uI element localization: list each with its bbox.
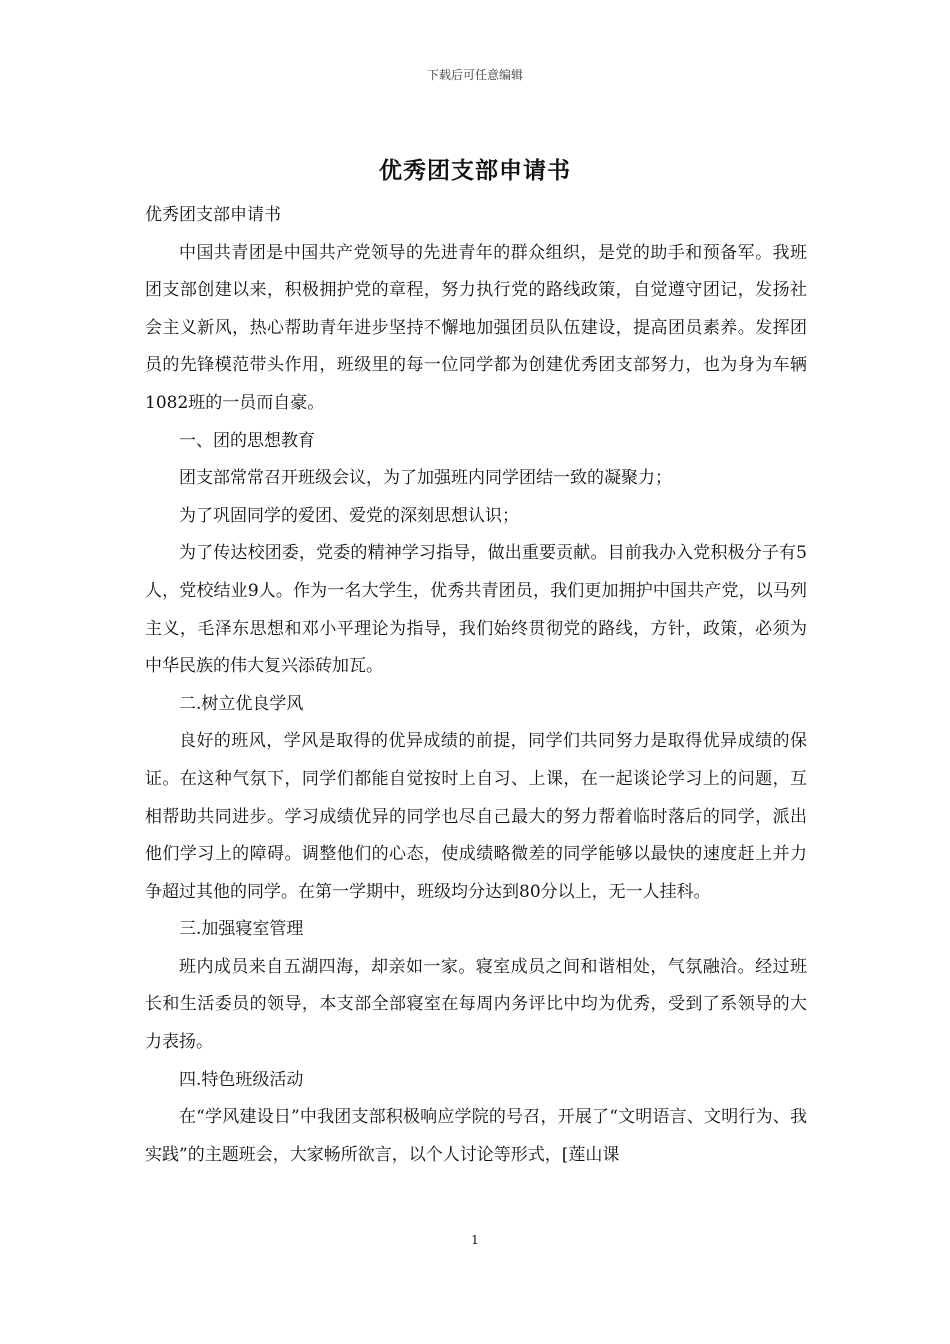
paragraph-section4: 在“学风建设日”中我团支部积极响应学院的号召，开展了“文明语言、文明行为、我实践”的主题班会，大家畅所欲言，以个人讨论等形式，[莲山课	[145, 1107, 807, 1165]
section-heading-1: 一、团的思想教育	[179, 430, 315, 451]
paragraph-section2: 良好的班风，学风是取得的优异成绩的前提，同学们共同努力是取得优异成绩的保证。在这种气氛下，同学们都能自觉按时上自习、上课，在一起谈论学习上的问题，互相帮助共同进步。学习成绩优异的同学也尽自己最大的努力帮着临时落后的同学，派出他们学习上的障碍。调整他们的心态，使成绩略微差的同学能够以最快的速度赶上并力争超过其他的同学。在第一学期中，班级均分达到80分以上，无一人挂科。	[145, 731, 807, 902]
header-note: 下载后可任意编辑	[426, 68, 523, 82]
section-heading-4: 四.特色班级活动	[179, 1069, 304, 1090]
paragraph-section1-a: 团支部常常召开班级会议，为了加强班内同学团结一致的凝聚力；	[179, 468, 672, 489]
document-body	[145, 197, 807, 1174]
section-heading-2: 二.树立优良学风	[179, 693, 304, 714]
page-number: 1	[471, 1233, 479, 1247]
paragraph-section3: 班内成员来自五湖四海，却亲如一家。寝室成员之间和谐相处，气氛融洽。经过班长和生活委员的领导，本支部全部寝室在每周内务评比中均为优秀，受到了系领导的大力表扬。	[145, 956, 807, 1053]
paragraph-section1-c: 为了传达校团委，党委的精神学习指导，做出重要贡献。目前我办入党积极分子有5人，党校结业9人。作为一名大学生，优秀共青团员，我们更加拥护中国共产党，以马列主义，毛泽东思想和邓小平理论为指导，我们始终贯彻党的路线，方针，政策，必须为中华民族的伟大复兴添砖加瓦。	[145, 543, 807, 677]
document-title: 优秀团支部申请书	[379, 158, 571, 184]
paragraph-section1-b: 为了巩固同学的爱团、爱党的深刻思想认识；	[179, 505, 519, 526]
paragraph-intro: 中国共青团是中国共产党领导的先进青年的群众组织，是党的助手和预备军。我班团支部创建以来，积极拥护党的章程，努力执行党的路线政策，自觉遵守团记，发扬社会主义新风，热心帮助青年进步坚持不懈地加强团员队伍建设，提高团员素养。发挥团员的先锋模范带头作用，班级里的每一位同学都为创建优秀团支部努力，也为身为车辆1082班的一员而自豪。	[145, 242, 807, 413]
section-heading-3: 三.加强寝室管理	[179, 919, 304, 940]
body-subtitle: 优秀团支部申请书	[145, 205, 281, 225]
